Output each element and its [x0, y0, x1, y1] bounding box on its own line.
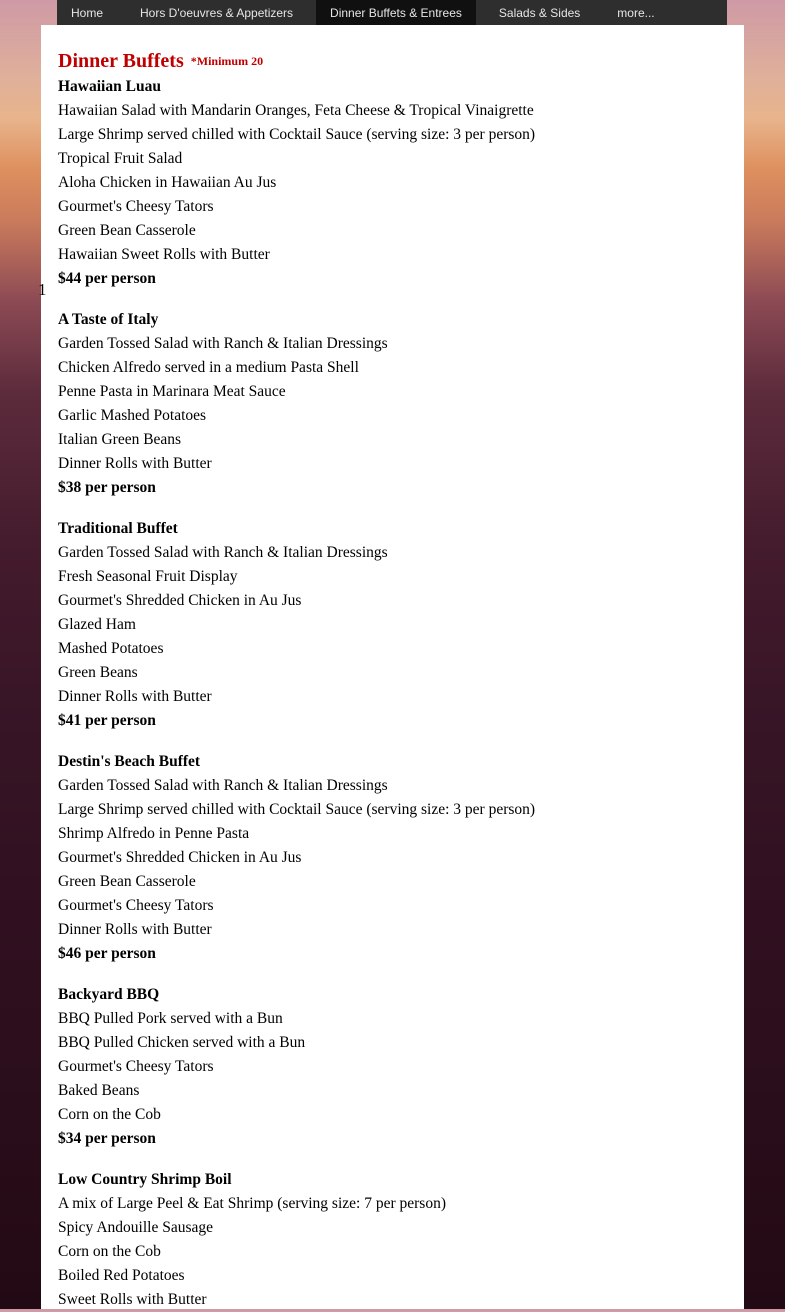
menu-item: Shrimp Alfredo in Penne Pasta [58, 825, 250, 842]
page-title: Dinner Buffets [58, 50, 184, 72]
menu-item: Large Shrimp served chilled with Cocktail Sauce (serving size: 3 per person) [58, 801, 536, 818]
menu-item: Hawaiian Salad with Mandarin Oranges, Feta Cheese & Tropical Vinaigrette [58, 102, 534, 119]
page-title-row [58, 47, 727, 75]
menu-sections [58, 75, 727, 1312]
menu-section [58, 1168, 727, 1312]
menu-item: Chicken Alfredo served in a medium Pasta Shell [58, 359, 359, 376]
menu-item: Gourmet's Cheesy Tators [58, 198, 214, 215]
nav-item-home[interactable]: Home [71, 5, 104, 20]
edge-artifact-text: 1 [38, 280, 47, 299]
section-name: A Taste of Italy [58, 311, 159, 328]
menu-item: Dinner Rolls with Butter [58, 688, 212, 705]
section-name: Low Country Shrimp Boil [58, 1171, 232, 1188]
nav-item-dinner-buffets-entrees[interactable]: Dinner Buffets & Entrees [316, 0, 476, 25]
menu-item: Fresh Seasonal Fruit Display [58, 568, 238, 585]
section-name: Destin's Beach Buffet [58, 753, 201, 770]
section-name: Hawaiian Luau [58, 78, 161, 95]
menu-item: Dinner Rolls with Butter [58, 921, 212, 938]
nav-item-hors-d-oeuvres-appetizers[interactable]: Hors D'oeuvres & Appetizers [140, 5, 294, 20]
menu-item: Hawaiian Sweet Rolls with Butter [58, 246, 270, 263]
menu-section [58, 517, 727, 733]
menu-section [58, 983, 727, 1151]
menu-section [58, 750, 727, 966]
menu-item: Corn on the Cob [58, 1243, 161, 1260]
menu-item: Gourmet's Cheesy Tators [58, 897, 214, 914]
content-panel [41, 25, 744, 1309]
menu-item: BBQ Pulled Chicken served with a Bun [58, 1034, 306, 1051]
menu-item: Garlic Mashed Potatoes [58, 407, 207, 424]
menu-item: Italian Green Beans [58, 431, 182, 448]
menu-section [58, 308, 727, 500]
section-price: $41 per person [58, 712, 156, 729]
menu-item: Dinner Rolls with Butter [58, 455, 212, 472]
minimum-note: *Minimum 20 [190, 54, 264, 68]
menu-item: Spicy Andouille Sausage [58, 1219, 213, 1236]
menu-item: Sweet Rolls with Butter [58, 1291, 207, 1308]
menu-item: Boiled Red Potatoes [58, 1267, 185, 1284]
section-name: Traditional Buffet [58, 520, 178, 537]
section-price: $44 per person [58, 270, 156, 287]
section-price: $38 per person [58, 479, 156, 496]
nav-item-more[interactable]: more... [617, 5, 655, 20]
menu-item: BBQ Pulled Pork served with a Bun [58, 1010, 283, 1027]
menu-item: Green Bean Casserole [58, 222, 196, 239]
section-price: $34 per person [58, 1130, 156, 1147]
section-name: Backyard BBQ [58, 986, 160, 1003]
menu-item: Baked Beans [58, 1082, 140, 1099]
menu-item: Tropical Fruit Salad [58, 150, 183, 167]
menu-item: Gourmet's Shredded Chicken in Au Jus [58, 592, 302, 609]
menu-item: Garden Tossed Salad with Ranch & Italian Dressings [58, 335, 388, 352]
menu-item: Corn on the Cob [58, 1106, 161, 1123]
menu-item: Gourmet's Shredded Chicken in Au Jus [58, 849, 302, 866]
main-nav [57, 0, 727, 25]
menu-item: Glazed Ham [58, 616, 136, 633]
menu-item: Gourmet's Cheesy Tators [58, 1058, 214, 1075]
menu-item: A mix of Large Peel & Eat Shrimp (serving size: 7 per person) [58, 1195, 446, 1212]
menu-section [58, 75, 727, 291]
menu-item: Penne Pasta in Marinara Meat Sauce [58, 383, 286, 400]
menu-item: Green Bean Casserole [58, 873, 196, 890]
menu-item: Mashed Potatoes [58, 640, 164, 657]
menu-item: Green Beans [58, 664, 138, 681]
menu-item: Large Shrimp served chilled with Cocktail Sauce (serving size: 3 per person) [58, 126, 536, 143]
menu-item: Aloha Chicken in Hawaiian Au Jus [58, 174, 277, 191]
section-price: $46 per person [58, 945, 156, 962]
menu-item: Garden Tossed Salad with Ranch & Italian Dressings [58, 777, 388, 794]
nav-item-salads-sides[interactable]: Salads & Sides [498, 5, 581, 20]
menu-item: Garden Tossed Salad with Ranch & Italian Dressings [58, 544, 388, 561]
